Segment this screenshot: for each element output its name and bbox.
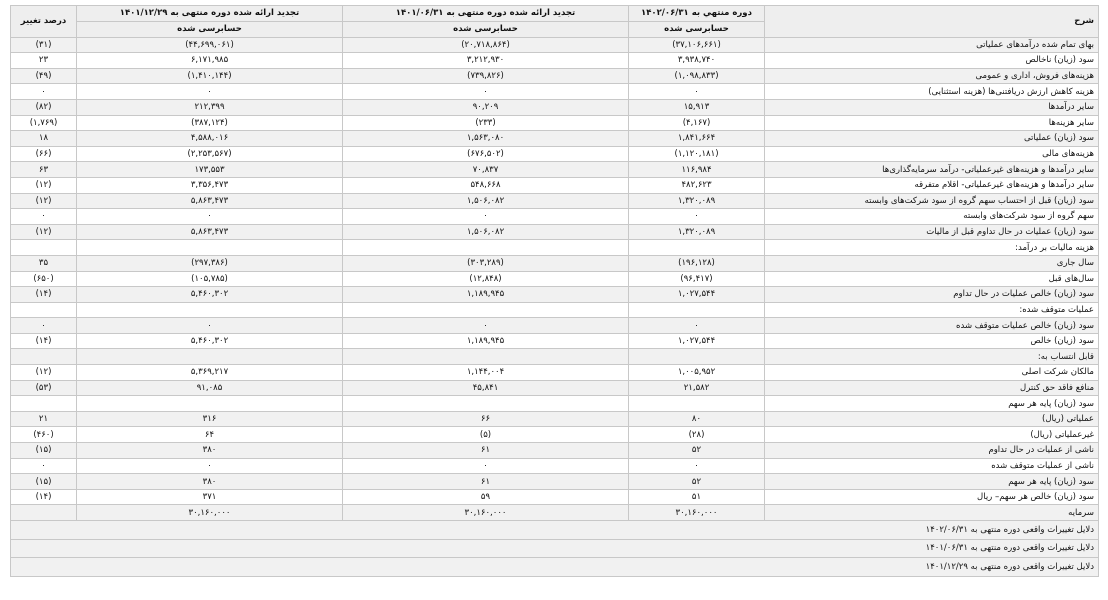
row-value-period-3: (۱۰۵,۷۸۵) [77,271,343,287]
table-row [11,37,1099,53]
row-description: منافع فاقد حق کنترل [765,380,1099,396]
row-value-period-1: ۰ [629,84,765,100]
row-percent-change: (۶۶) [11,146,77,162]
table-row [11,333,1099,349]
row-description: هزینه ماليات بر درآمد: [765,240,1099,256]
row-value-period-2: ۰ [343,458,629,474]
row-value-period-1: ۱,۳۲۰,۰۸۹ [629,193,765,209]
row-value-period-3: ۴,۵۸۸,۰۱۶ [77,131,343,147]
row-description: عملیاتی (ريال) [765,411,1099,427]
row-value-period-2: ۱,۵۶۳,۰۸۰ [343,131,629,147]
row-percent-change: (۶۵۰) [11,271,77,287]
row-value-period-3 [77,396,343,412]
table-row [11,505,1099,521]
row-value-period-2: ۰ [343,84,629,100]
row-description: سود (زيان) خالص عمليات در حال تداوم [765,287,1099,303]
row-description: قابل انتساب به: [765,349,1099,365]
table-row [11,443,1099,459]
row-value-period-2: ۳,۲۱۲,۹۳۰ [343,53,629,69]
table-row [11,162,1099,178]
row-value-period-3: (۲۹۷,۳۸۶) [77,255,343,271]
row-description: هزینه کاهش ارزش دريافتنی‌ها (هزينه استثنايی) [765,84,1099,100]
row-value-period-3 [77,302,343,318]
row-value-period-1: ۱,۰۲۷,۵۴۴ [629,333,765,349]
income-statement-table [10,5,1099,577]
row-description: سرمايه [765,505,1099,521]
row-value-period-2: ۳۰,۱۶۰,۰۰۰ [343,505,629,521]
row-value-period-2: ۱,۵۰۶,۰۸۲ [343,224,629,240]
row-description: سود (زيان) خالص [765,333,1099,349]
row-percent-change: (۱۵) [11,443,77,459]
row-value-period-2 [343,349,629,365]
row-value-period-2: ۱,۱۸۹,۹۴۵ [343,333,629,349]
row-value-period-3: ۲۱۲,۳۹۹ [77,99,343,115]
table-row [11,99,1099,115]
row-description: مالکان شرکت اصلی [765,365,1099,381]
row-percent-change: (۱۲) [11,224,77,240]
row-percent-change: (۸۲) [11,99,77,115]
table-row [11,489,1099,505]
table-row [11,365,1099,381]
row-value-period-3: ۵,۴۶۰,۳۰۲ [77,333,343,349]
row-percent-change: (۱۴) [11,287,77,303]
row-percent-change: (۱۲) [11,193,77,209]
row-value-period-3: ۰ [77,458,343,474]
row-value-period-1 [629,302,765,318]
row-percent-change: (۴۶۰) [11,427,77,443]
row-description: سال‌های قبل [765,271,1099,287]
header-audited-1: حسابرسی شده [629,21,765,37]
row-value-period-1: ۲۱,۵۸۲ [629,380,765,396]
table-row [11,224,1099,240]
row-value-period-1: ۸۰ [629,411,765,427]
row-value-period-1: ۱,۰۰۵,۹۵۲ [629,365,765,381]
table-row [11,474,1099,490]
row-description: ناشی از عمليات متوقف شده [765,458,1099,474]
row-description: سود (زيان) پایه هر سهم [765,396,1099,412]
row-value-period-3: ۶۴ [77,427,343,443]
row-value-period-1: (۹۶,۴۱۷) [629,271,765,287]
row-value-period-2: ۹۰,۲۰۹ [343,99,629,115]
table-row [11,411,1099,427]
row-value-period-3: ۱۷۳,۵۵۳ [77,162,343,178]
row-value-period-1: ۰ [629,318,765,334]
row-value-period-3: ۵,۴۶۰,۳۰۲ [77,287,343,303]
row-value-period-2: ۶۱ [343,474,629,490]
row-description: هزینه‌های فروش، اداری و عمومی [765,68,1099,84]
row-value-period-3: ۳۸۰ [77,443,343,459]
row-percent-change: ۲۱ [11,411,77,427]
row-value-period-3: ۳۱۶ [77,411,343,427]
row-description: سود (زيان) عملياتى [765,131,1099,147]
table-row [11,349,1099,365]
row-value-period-3: ۳۸۰ [77,474,343,490]
table-row [11,53,1099,69]
row-value-period-3 [77,349,343,365]
header-period-3: تجدید ارائه شده دوره منتهی به ۱۴۰۱/۱۲/۲۹ [77,6,343,22]
row-value-period-1: ۱۱۶,۹۸۴ [629,162,765,178]
row-percent-change [11,240,77,256]
row-value-period-2: (۳۰۳,۲۸۹) [343,255,629,271]
row-value-period-1: ۳۰,۱۶۰,۰۰۰ [629,505,765,521]
row-description: سود (زيان) عملیات در حال تداوم قبل از ماليات [765,224,1099,240]
row-percent-change [11,505,77,521]
row-value-period-1 [629,396,765,412]
row-value-period-3: ۰ [77,318,343,334]
financial-statement [10,5,1098,577]
row-value-period-3: (۱,۴۱۰,۱۴۴) [77,68,343,84]
row-value-period-2 [343,240,629,256]
row-value-period-1: ۵۱ [629,489,765,505]
row-value-period-1: ۵۲ [629,443,765,459]
table-row [11,380,1099,396]
row-percent-change: ۱۸ [11,131,77,147]
table-row [11,458,1099,474]
row-description: سایر درآمدها و هزینه‌های غیرعملیاتی- اقلام متفرقه [765,177,1099,193]
header-audited-2: حسابرسی شده [343,21,629,37]
row-value-period-2: ۵۴۸,۶۶۸ [343,177,629,193]
row-value-period-1: ۱,۰۲۷,۵۴۴ [629,287,765,303]
row-description: سود (زيان) ناخالص [765,53,1099,69]
row-value-period-1: (۱,۱۲۰,۱۸۱) [629,146,765,162]
row-value-period-1: ۱,۸۴۱,۶۶۴ [629,131,765,147]
table-row [11,115,1099,131]
header-audited-3: حسابرسی شده [77,21,343,37]
row-description: سود (زيان) خالص هر سهم– ريال [765,489,1099,505]
row-value-period-1 [629,349,765,365]
row-value-period-2: ۱,۵۰۶,۰۸۲ [343,193,629,209]
table-row [11,287,1099,303]
row-percent-change: (۱۲) [11,177,77,193]
row-description: ناشی از عمليات در حال تداوم [765,443,1099,459]
row-percent-change: (۴۹) [11,68,77,84]
note-text: دلایل تغییرات واقعی دوره منتهی به ۱۴۰۱/۰۶/۳۱ [11,539,1099,558]
row-description: هزینه‌های مالی [765,146,1099,162]
row-value-period-3: ۵,۸۶۳,۴۷۳ [77,224,343,240]
row-value-period-3: ۹۱,۰۸۵ [77,380,343,396]
table-row [11,193,1099,209]
row-percent-change: (۳۱) [11,37,77,53]
row-value-period-3: ۳۰,۱۶۰,۰۰۰ [77,505,343,521]
row-percent-change [11,396,77,412]
row-value-period-2: ۶۱ [343,443,629,459]
row-percent-change: ۰ [11,458,77,474]
row-value-period-1: ۳,۹۳۸,۷۴۰ [629,53,765,69]
row-value-period-2: ۶۶ [343,411,629,427]
note-text: دلایل تغییرات واقعی دوره منتهی به ۱۴۰۱/۱۲/۲۹ [11,558,1099,577]
row-percent-change: (۱۵) [11,474,77,490]
row-percent-change: ۶۳ [11,162,77,178]
row-value-period-2: (۱۲,۸۴۸) [343,271,629,287]
row-value-period-2 [343,396,629,412]
row-percent-change [11,349,77,365]
table-row [11,396,1099,412]
row-value-period-2: (۶۷۶,۵۰۲) [343,146,629,162]
row-percent-change: ۰ [11,318,77,334]
row-value-period-3 [77,240,343,256]
row-percent-change: ۰ [11,84,77,100]
table-row [11,209,1099,225]
row-percent-change: (۱,۷۶۹) [11,115,77,131]
row-value-period-3: ۳,۳۵۶,۴۷۳ [77,177,343,193]
row-percent-change: ۳۵ [11,255,77,271]
row-value-period-2: ۰ [343,318,629,334]
row-value-period-2: ۵۹ [343,489,629,505]
row-value-period-1: ۵۲ [629,474,765,490]
row-description: سال جاری [765,255,1099,271]
row-value-period-2: (۲۰,۷۱۸,۸۶۴) [343,37,629,53]
header-period-1: دوره منتهي به ۱۴۰۲/۰۶/۳۱ [629,6,765,22]
row-percent-change: (۱۲) [11,365,77,381]
row-percent-change [11,302,77,318]
row-description: عمليات متوقف شده: [765,302,1099,318]
row-value-period-1: (۱,۰۹۸,۸۳۳) [629,68,765,84]
note-row [11,521,1099,540]
header-period-2: تجدید ارائه شده دوره منتهی به ۱۴۰۱/۰۶/۳۱ [343,6,629,22]
row-value-period-3: ۵,۸۶۳,۴۷۳ [77,193,343,209]
row-value-period-1: (۳۷,۱۰۶,۶۶۱) [629,37,765,53]
row-value-period-1: ۴۸۲,۶۲۳ [629,177,765,193]
row-value-period-3: ۶,۱۷۱,۹۸۵ [77,53,343,69]
table-row [11,302,1099,318]
row-value-period-1: (۲۸) [629,427,765,443]
row-value-period-2: ۱,۱۸۹,۹۴۵ [343,287,629,303]
row-value-period-2: ۴۵,۸۴۱ [343,380,629,396]
row-description: سود (زيان) خالص عمليات متوقف شده [765,318,1099,334]
row-value-period-2: (۷۳۹,۸۲۶) [343,68,629,84]
row-value-period-3: ۰ [77,209,343,225]
table-row [11,177,1099,193]
row-value-period-1: ۰ [629,209,765,225]
row-value-period-3: ۰ [77,84,343,100]
row-percent-change: (۱۴) [11,333,77,349]
row-value-period-3: (۳۸۷,۱۲۴) [77,115,343,131]
row-value-period-1: (۱۹۶,۱۲۸) [629,255,765,271]
row-description: سایر درآمدها [765,99,1099,115]
row-value-period-1 [629,240,765,256]
table-row [11,271,1099,287]
row-value-period-3: (۲,۲۵۳,۵۶۷) [77,146,343,162]
row-description: سایر درآمدها و هزینه‌های غیرعملیاتی- درآمد سرمایه‌گذاری‌ها [765,162,1099,178]
row-percent-change: ۰ [11,209,77,225]
row-description: غيرعملیاتی (ريال) [765,427,1099,443]
table-row [11,146,1099,162]
row-description: سود (زيان) پایه هر سهم [765,474,1099,490]
note-text: دلایل تغییرات واقعی دوره منتهی به ۱۴۰۲/۰۶/۳۱ [11,521,1099,540]
note-row [11,558,1099,577]
table-row [11,318,1099,334]
table-row [11,84,1099,100]
table-row [11,68,1099,84]
table-row [11,255,1099,271]
row-description: بهاى تمام شده درآمدهای عملیاتی [765,37,1099,53]
note-row [11,539,1099,558]
row-value-period-3: ۳۷۱ [77,489,343,505]
header-description: شرح [765,6,1099,38]
row-value-period-1: ۱,۳۲۰,۰۸۹ [629,224,765,240]
table-row [11,131,1099,147]
row-value-period-1: ۰ [629,458,765,474]
row-value-period-3: (۴۴,۶۹۹,۰۶۱) [77,37,343,53]
row-value-period-2: (۲۳۳) [343,115,629,131]
table-body [11,37,1099,576]
header-percent-change: درصد تغییر [11,6,77,38]
row-description: سود (زيان) قبل از احتساب سهم گروه از سود شرکت‌های وابسته [765,193,1099,209]
row-value-period-3: ۵,۳۶۹,۲۱۷ [77,365,343,381]
row-value-period-2: ۱,۱۴۴,۰۰۴ [343,365,629,381]
row-value-period-1: ۱۵,۹۱۳ [629,99,765,115]
row-value-period-2: (۵) [343,427,629,443]
row-value-period-2 [343,302,629,318]
row-value-period-1: (۴,۱۶۷) [629,115,765,131]
table-row [11,427,1099,443]
row-value-period-2: ۷۰,۸۳۷ [343,162,629,178]
row-percent-change: (۵۳) [11,380,77,396]
row-percent-change: ۲۳ [11,53,77,69]
row-description: سایر هزینه‌ها [765,115,1099,131]
row-value-period-2: ۰ [343,209,629,225]
row-percent-change: (۱۴) [11,489,77,505]
table-row [11,240,1099,256]
row-description: سهم گروه از سود شرکت‌های وابسته [765,209,1099,225]
header-row [11,6,1099,22]
